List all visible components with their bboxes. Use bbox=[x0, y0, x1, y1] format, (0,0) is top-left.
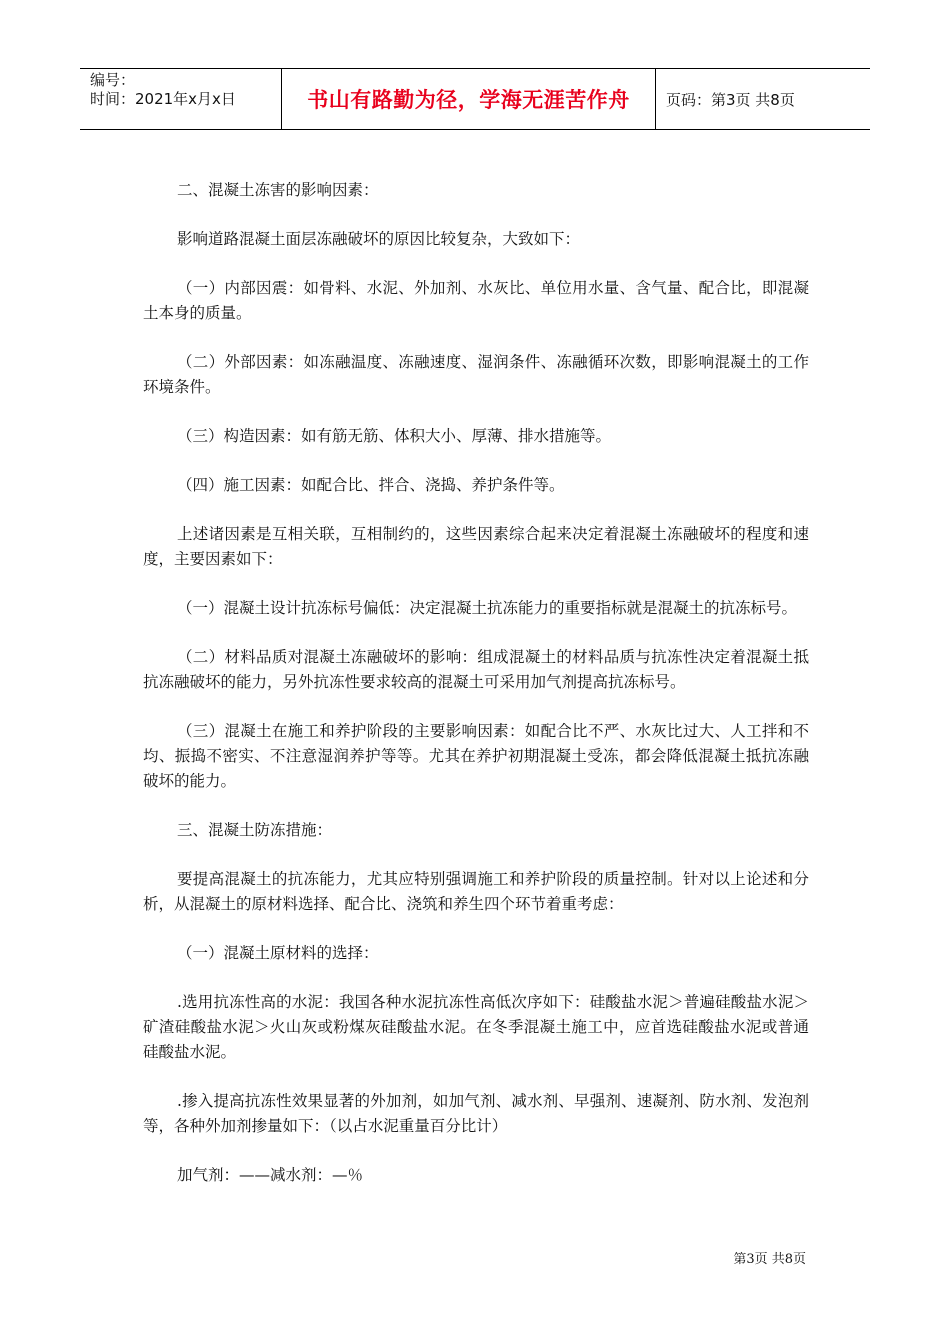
paragraph: （二）外部因素：如冻融温度、冻融速度、湿润条件、冻融循环次数，即影响混凝土的工作环境条件。 bbox=[143, 353, 809, 396]
paragraph: 加气剂：——减水剂：—％ bbox=[177, 1166, 364, 1184]
header-motto: 书山有路勤为径，学海无涯苦作舟 bbox=[282, 69, 656, 129]
paragraph: 要提高混凝土的抗冻能力，尤其应特别强调施工和养护阶段的质量控制。针对以上论述和分析，从混凝土的原材料选择、配合比、浇筑和养生四个环节着重考虑： bbox=[143, 870, 809, 913]
header-meta bbox=[80, 69, 282, 129]
doc-date-label: 时间：2021年x月x日 bbox=[90, 90, 236, 108]
page-header bbox=[80, 68, 870, 130]
paragraph: （一）混凝土原材料的选择： bbox=[177, 944, 379, 962]
paragraph: .选用抗冻性高的水泥：我国各种水泥抗冻性高低次序如下：硅酸盐水泥＞普遍硅酸盐水泥＞矿渣硅酸盐水泥＞火山灰或粉煤灰硅酸盐水泥。在冬季混凝土施工中，应首选硅酸盐水泥或普通硅酸盐水泥。 bbox=[143, 993, 809, 1061]
doc-number-label: 编号： bbox=[90, 71, 136, 89]
paragraph: （一）混凝土设计抗冻标号偏低：决定混凝土抗冻能力的重要指标就是混凝土的抗冻标号。 bbox=[177, 599, 798, 617]
header-page-number: 页码：第3页 共8页 bbox=[666, 90, 795, 109]
document-body bbox=[143, 178, 809, 1212]
page-footer: 第3页 共8页 bbox=[733, 1252, 806, 1267]
paragraph: （二）材料品质对混凝土冻融破坏的影响：组成混凝土的材料品质与抗冻性决定着混凝土抵抗冻融破坏的能力，另外抗冻性要求较高的混凝土可采用加气剂提高抗冻标号。 bbox=[143, 648, 809, 691]
paragraph: （三）构造因素：如有筋无筋、体积大小、厚薄、排水措施等。 bbox=[177, 427, 612, 445]
paragraph: （四）施工因素：如配合比、拌合、浇捣、养护条件等。 bbox=[177, 476, 565, 494]
paragraph: 上述诸因素是互相关联，互相制约的，这些因素综合起来决定着混凝土冻融破坏的程度和速度，主要因素如下： bbox=[143, 525, 809, 568]
section-heading: 三、混凝土防冻措施： bbox=[177, 821, 333, 839]
paragraph: （一）内部因震：如骨料、水泥、外加剂、水灰比、单位用水量、含气量、配合比，即混凝土本身的质量。 bbox=[143, 279, 809, 322]
paragraph: 影响道路混凝土面层冻融破坏的原因比较复杂，大致如下： bbox=[177, 230, 581, 248]
paragraph: （三）混凝土在施工和养护阶段的主要影响因素：如配合比不严、水灰比过大、人工拌和不均、振捣不密实、不注意湿润养护等等。尤其在养护初期混凝土受冻，都会降低混凝土抵抗冻融破坏的能力。 bbox=[143, 722, 809, 790]
paragraph: .掺入提高抗冻性效果显著的外加剂，如加气剂、减水剂、早强剂、速凝剂、防水剂、发泡剂等，各种外加剂掺量如下：（以占水泥重量百分比计） bbox=[143, 1092, 809, 1135]
section-heading: 二、混凝土冻害的影响因素： bbox=[177, 181, 379, 199]
